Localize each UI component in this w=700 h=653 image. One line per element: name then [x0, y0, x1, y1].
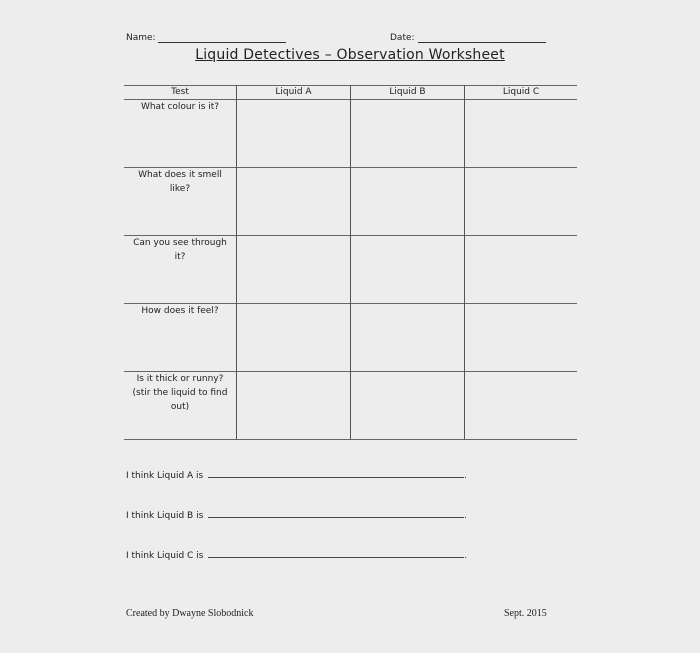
conclusion-b: I think Liquid B is . — [126, 511, 468, 521]
conclusion-field[interactable] — [208, 509, 464, 518]
date-label: Date: — [390, 33, 415, 43]
page-title: Liquid Detectives – Observation Worksheet — [195, 47, 505, 63]
conclusion-c: I think Liquid C is . — [126, 551, 468, 561]
footer-date: Sept. 2015 — [504, 608, 547, 619]
conclusion-field[interactable] — [208, 549, 464, 558]
conclusion-label: I think Liquid A is — [126, 471, 204, 481]
table-border — [124, 439, 577, 440]
name-label: Name: — [126, 33, 156, 43]
column-header-liquid-c: Liquid C — [502, 87, 540, 97]
column-header-liquid-a: Liquid A — [275, 87, 312, 97]
test-question: Is it thick or runny? (stir the liquid to find out) — [132, 374, 228, 412]
test-question: What does it smell like? — [138, 170, 222, 194]
conclusion-a: I think Liquid A is . — [126, 471, 467, 481]
cell-liquid-a[interactable] — [237, 100, 350, 167]
conclusion-label: I think Liquid B is — [126, 511, 204, 521]
column-header-liquid-b: Liquid B — [389, 87, 426, 97]
cell-liquid-c[interactable] — [465, 100, 577, 167]
test-question: What colour is it? — [140, 102, 220, 112]
conclusion-label: I think Liquid C is — [126, 551, 204, 561]
name-field[interactable] — [158, 33, 286, 43]
test-question: How does it feel? — [141, 306, 219, 316]
conclusion-field[interactable] — [208, 469, 464, 478]
cell-liquid-b[interactable] — [351, 100, 464, 167]
test-question: Can you see through it? — [133, 238, 227, 262]
column-header-test: Test — [171, 87, 189, 97]
date-field[interactable] — [418, 33, 546, 43]
footer-author: Created by Dwayne Slobodnick — [126, 608, 254, 619]
